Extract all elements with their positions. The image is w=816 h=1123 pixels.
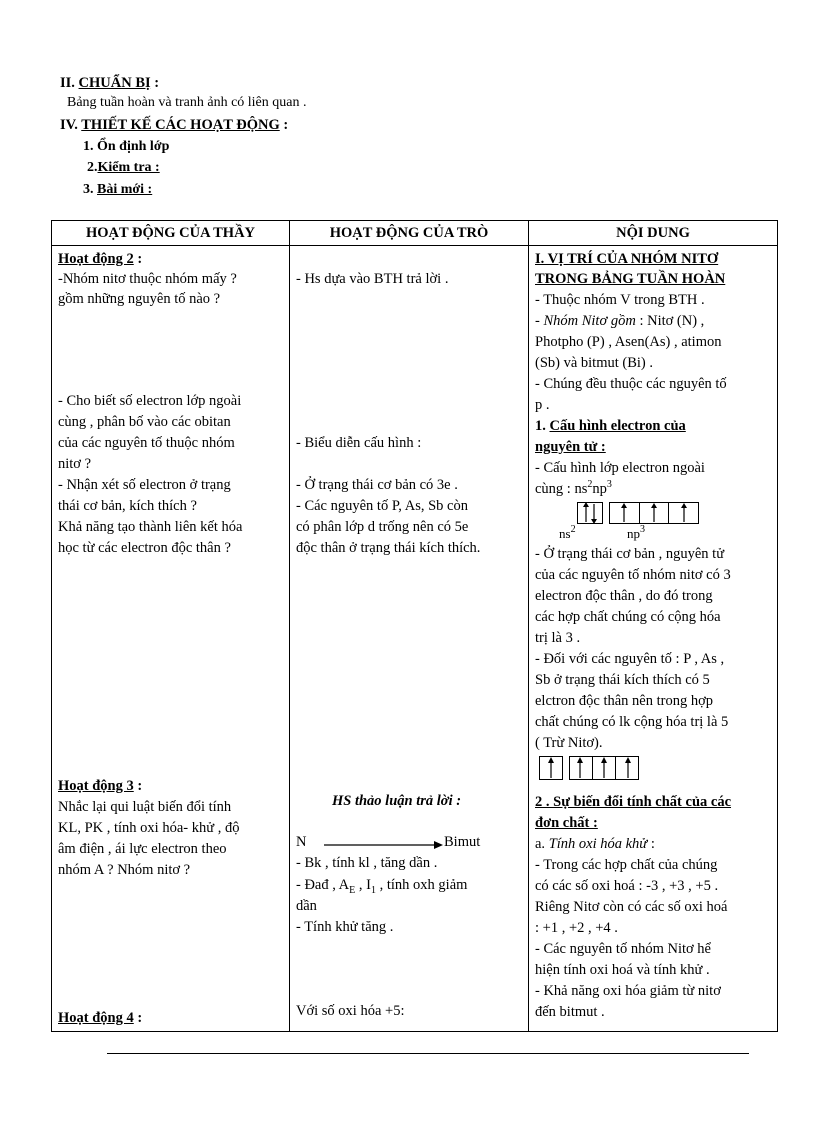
content-line: - Cấu hình lớp electron ngoài [535, 460, 705, 476]
teacher-line: Nhắc lại qui luật biến đổi tính [58, 799, 232, 815]
student-line: - Bk , tính kl , tăng dần . [296, 855, 438, 871]
content-line: - Đối với các nguyên tố : P , As , [535, 651, 725, 667]
activity-3-colon: : [137, 778, 143, 794]
content-heading-3 [535, 792, 731, 812]
teacher-line: Khả năng tạo thành liên kết hóa [58, 519, 243, 535]
section-4-number: IV. [60, 117, 78, 133]
content-line [535, 479, 612, 501]
s10-part-c: , tính oxh giảm [376, 877, 468, 893]
unpaired-electron-arrows-icon [609, 502, 699, 524]
content-heading-1: I. VỊ TRÍ CỦA NHÓM NITƠ [535, 251, 719, 267]
teacher-line: thái cơ bản, kích thích ? [58, 498, 197, 514]
c12-part-b: np [592, 481, 607, 497]
section-2-colon: : [154, 75, 160, 91]
orbital-label-s [559, 524, 576, 546]
teacher-line: cùng , phân bố vào các obitan [58, 414, 231, 430]
excited-electron-arrows-icon [539, 756, 639, 780]
content-line: Riêng Nitơ còn có các số oxi hoá [535, 899, 728, 915]
content-heading-2 [535, 416, 686, 436]
content-line: elctron độc thân nên trong hợp [535, 693, 713, 709]
content-line: chất chúng có lk cộng hóa trị là 5 [535, 714, 729, 730]
col-student-header: HOẠT ĐỘNG CỦA TRÒ [290, 221, 529, 246]
step-2 [87, 159, 160, 177]
content-line: - Thuộc nhóm V trong BTH . [535, 292, 705, 308]
n-to-bimut-line [296, 832, 306, 852]
col-content-header: NỘI DUNG [529, 221, 778, 246]
step-1: 1. Ổn định lớp [83, 139, 170, 154]
student-line: - Các nguyên tố P, As, Sb còn [296, 498, 468, 514]
student-line: - Hs dựa vào BTH trả lời . [296, 271, 449, 287]
content-line: - Khả năng oxi hóa giảm từ nitơ [535, 983, 721, 999]
c4-italic: Nhóm Nitơ gồm [543, 313, 636, 329]
step-3-text: Bài mới : [97, 182, 153, 197]
c26-letter: a. [535, 836, 549, 852]
footer-divider [107, 1053, 749, 1054]
student-line: độc thân ở trạng thái kích thích. [296, 540, 481, 556]
n-label: N [296, 834, 307, 850]
activity-4-label [58, 1008, 142, 1028]
activity-4-colon: : [137, 1010, 143, 1026]
content-line: : +1 , +2 , +4 . [535, 920, 618, 936]
c9-title: Cấu hình electron của [549, 418, 686, 434]
teacher-line: nhóm A ? Nhóm nitơ ? [58, 862, 191, 878]
content-line: - Chúng đều thuộc các nguyên tố [535, 376, 727, 392]
teacher-cell [52, 246, 290, 1032]
content-heading-3b: đơn chất : [535, 815, 598, 831]
content-line: p . [535, 397, 550, 413]
step-2-number: 2. [87, 160, 98, 175]
col-teacher-header: HOẠT ĐỘNG CỦA THẦY [52, 221, 290, 246]
teacher-line: học từ các electron độc thân ? [58, 540, 231, 556]
activity-2-colon: : [137, 251, 143, 267]
paired-electron-arrows-icon [577, 502, 603, 524]
content-line: hiện tính oxi hoá và tính khử . [535, 962, 710, 978]
bimut-label: Bimut [444, 834, 481, 850]
content-line: - Trong các hợp chất của chúng [535, 857, 718, 873]
c26-colon: : [647, 836, 655, 852]
content-line: - Các nguyên tố nhóm Nitơ hể [535, 941, 711, 957]
teacher-line: -Nhóm nitơ thuộc nhóm mấy ? [58, 271, 237, 287]
section-2-title: CHUẨN BỊ [78, 75, 151, 91]
content-cell [529, 246, 778, 1032]
teacher-line: - Cho biết số electron lớp ngoài [58, 393, 242, 409]
student-line [296, 875, 467, 897]
s10-part-a: - Đađ , A [296, 877, 350, 893]
s10-subscript-1: 1 [371, 885, 376, 896]
activity-4-title: Hoạt động 4 [58, 1010, 134, 1026]
section-4-colon: : [283, 117, 289, 133]
s10-subscript-e: E [349, 885, 356, 896]
content-heading-2b: nguyên tử : [535, 439, 606, 455]
content-line: của các nguyên tố nhóm nitơ có 3 [535, 567, 731, 583]
orbital-label-p [627, 524, 645, 546]
c9-number: 1. [535, 418, 550, 434]
c4-dash: - [535, 313, 544, 329]
table-header-row [52, 221, 778, 246]
section-2-number: II. [60, 75, 75, 91]
content-line: - Ở trạng thái cơ bản , nguyên tử [535, 546, 725, 562]
student-line: - Biểu diễn cấu hình : [296, 435, 422, 451]
section-2-text: Bảng tuần hoàn và tranh ảnh có liên quan . [67, 95, 307, 110]
teacher-line: KL, PK , tính oxi hóa- khử , độ [58, 820, 240, 836]
content-line: đến bitmut . [535, 1004, 605, 1020]
teacher-line: gồm những nguyên tố nào ? [58, 291, 221, 307]
student-line: dần [296, 898, 317, 914]
step-3 [83, 181, 152, 199]
activity-2-label [58, 249, 142, 269]
student-line: có phân lớp d trống nên có 5e [296, 519, 469, 535]
c4-rest: : Nitơ (N) , [635, 313, 705, 329]
content-line: Sb ở trạng thái kích thích có 5 [535, 672, 710, 688]
activities-table [51, 220, 778, 1032]
student-line: Với số oxi hóa +5: [296, 1003, 405, 1019]
c12-sup-1: 2 [587, 479, 593, 490]
content-line: electron độc thân , do đó trong [535, 588, 713, 604]
c12-sup-2: 3 [606, 479, 612, 490]
c24-title: 2 . Sự biến đổi tính chất của các [535, 794, 732, 810]
student-cell [290, 246, 529, 1032]
student-line: - Ở trạng thái cơ bản có 3e . [296, 477, 458, 493]
student-discussion-heading: HS thảo luận trả lời : [332, 793, 462, 809]
content-line: (Sb) và bitmut (Bi) . [535, 355, 654, 371]
teacher-line: của các nguyên tố thuộc nhóm [58, 435, 235, 451]
teacher-line: âm điện , ái lực electron theo [58, 841, 227, 857]
step-3-number: 3. [83, 182, 94, 197]
content-line: các hợp chất chúng có cộng hóa [535, 609, 721, 625]
content-line: Photpho (P) , Asen(As) , atimon [535, 334, 722, 350]
section-2-heading [60, 74, 159, 92]
content-line: có các số oxi hoá : -3 , +3 , +5 . [535, 878, 719, 894]
student-line: - Tính khử tăng . [296, 919, 394, 935]
activity-3-label [58, 776, 142, 796]
content-line: trị là 3 . [535, 630, 581, 646]
table-body-row [52, 246, 778, 1032]
activity-2-title: Hoạt động 2 [58, 251, 134, 267]
c26-italic: Tính oxi hóa khử [548, 836, 648, 852]
ns-sup: 2 [570, 524, 576, 535]
content-heading-1b: TRONG BẢNG TUẦN HOÀN [535, 271, 726, 287]
np-sup: 3 [640, 524, 645, 535]
teacher-line: - Nhận xét số electron ở trạng [58, 477, 231, 493]
content-line [535, 834, 655, 854]
content-line [535, 311, 704, 331]
ns-label: ns [559, 526, 571, 541]
activity-3-title: Hoạt động 3 [58, 778, 134, 794]
s10-part-b: , I [355, 877, 371, 893]
teacher-line: nitơ ? [58, 456, 92, 472]
c12-part-a: cùng : ns [535, 481, 588, 497]
section-4-title: THIẾT KẾ CÁC HOẠT ĐỘNG [81, 117, 280, 133]
step-2-text: Kiểm tra : [97, 160, 160, 175]
section-4-heading [60, 116, 288, 134]
arrow-right-icon [324, 840, 444, 850]
np-label: np [627, 526, 640, 541]
content-line: ( Trừ Nitơ). [535, 735, 603, 751]
